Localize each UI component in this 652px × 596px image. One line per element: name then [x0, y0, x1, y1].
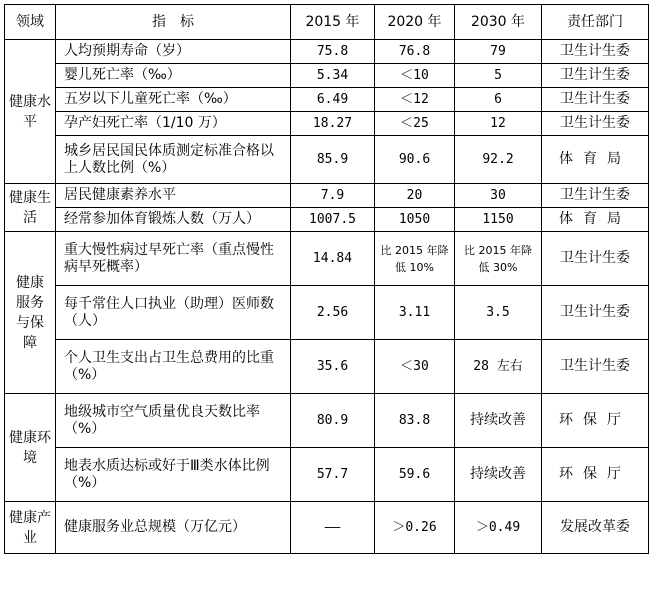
header-2030: 2030 年: [455, 5, 542, 40]
dept-cell: 卫生计生委: [542, 286, 649, 340]
value-2015: 6.49: [291, 88, 375, 112]
indicator-cell: 个人卫生支出占卫生总费用的比重（%）: [56, 340, 291, 394]
table-row: [5, 136, 649, 184]
value-2015: 80.9: [291, 394, 375, 448]
table-row: [5, 286, 649, 340]
value-2030: ＞0.49: [455, 502, 542, 554]
header-domain: 领域: [5, 5, 56, 40]
indicator-cell: 婴儿死亡率（‰）: [56, 64, 291, 88]
table-row: [5, 502, 649, 554]
dept-cell: 卫生计生委: [542, 40, 649, 64]
value-2015: ——: [291, 502, 375, 554]
indicator-cell: 健康服务业总规模（万亿元）: [56, 502, 291, 554]
dept-cell: 卫生计生委: [542, 64, 649, 88]
value-2030: 1150: [455, 208, 542, 232]
header-2015: 2015 年: [291, 5, 375, 40]
indicator-cell: 城乡居民国民体质测定标准合格以上人数比例（%）: [56, 136, 291, 184]
indicator-cell: 人均预期寿命（岁）: [56, 40, 291, 64]
domain-health-level: 健康水平: [5, 40, 56, 184]
value-2020: 90.6: [375, 136, 455, 184]
table-row: [5, 40, 649, 64]
domain-health-services: [5, 232, 56, 394]
dept-cell: 卫生计生委: [542, 88, 649, 112]
value-2020: ＜10: [375, 64, 455, 88]
value-2020: 83.8: [375, 394, 455, 448]
indicator-cell: 五岁以下儿童死亡率（‰）: [56, 88, 291, 112]
value-2030: 3.5: [455, 286, 542, 340]
value-2015: 5.34: [291, 64, 375, 88]
value-2015: 35.6: [291, 340, 375, 394]
dept-cell: 环保厅: [542, 394, 649, 448]
header-dept: 责任部门: [542, 5, 649, 40]
dept-cell: 卫生计生委: [542, 184, 649, 208]
indicator-cell: 孕产妇死亡率（1/10 万）: [56, 112, 291, 136]
domain-health-industry: 健康产业: [5, 502, 56, 554]
table-row: [5, 88, 649, 112]
value-2030: 持续改善: [455, 394, 542, 448]
value-2020: 3.11: [375, 286, 455, 340]
dept-cell: 环保厅: [542, 448, 649, 502]
dept-cell: 卫生计生委: [542, 340, 649, 394]
value-2030: 5: [455, 64, 542, 88]
dept-cell: 体育局: [542, 136, 649, 184]
value-2030: 30: [455, 184, 542, 208]
header-2020: 2020 年: [375, 5, 455, 40]
value-2015: 85.9: [291, 136, 375, 184]
header-indicator: 指 标: [56, 5, 291, 40]
health-indicators-table: [4, 4, 649, 554]
indicator-cell: 重大慢性病过早死亡率（重点慢性病早死概率）: [56, 232, 291, 286]
dept-cell: 发展改革委: [542, 502, 649, 554]
table-row: [5, 340, 649, 394]
table-row: [5, 448, 649, 502]
indicator-cell: 地表水质达标或好于Ⅲ类水体比例（%）: [56, 448, 291, 502]
table-row: [5, 64, 649, 88]
value-2015: 7.9: [291, 184, 375, 208]
value-2030: 6: [455, 88, 542, 112]
value-2020: ＜30: [375, 340, 455, 394]
value-2020: 1050: [375, 208, 455, 232]
indicator-cell: 经常参加体育锻炼人数（万人）: [56, 208, 291, 232]
value-2020: ＞0.26: [375, 502, 455, 554]
header-row: [5, 5, 649, 40]
value-2030: 12: [455, 112, 542, 136]
table-row: [5, 208, 649, 232]
domain-label: 健康服务与保障: [16, 274, 44, 351]
value-2015: 18.27: [291, 112, 375, 136]
value-2020: 20: [375, 184, 455, 208]
value-2030: 92.2: [455, 136, 542, 184]
value-2020: ＜25: [375, 112, 455, 136]
dept-cell: 卫生计生委: [542, 112, 649, 136]
value-2030: 79: [455, 40, 542, 64]
table-row: [5, 184, 649, 208]
domain-healthy-living: 健康生活: [5, 184, 56, 232]
table-row: [5, 232, 649, 286]
table-row: [5, 112, 649, 136]
value-2030: 28 左右: [455, 340, 542, 394]
dept-cell: 卫生计生委: [542, 232, 649, 286]
value-2020: ＜12: [375, 88, 455, 112]
value-2020: 76.8: [375, 40, 455, 64]
value-2015: 1007.5: [291, 208, 375, 232]
value-2015: 14.84: [291, 232, 375, 286]
value-2015: 57.7: [291, 448, 375, 502]
value-2020: 59.6: [375, 448, 455, 502]
indicator-cell: 每千常住人口执业（助理）医师数（人）: [56, 286, 291, 340]
indicator-cell: 地级城市空气质量优良天数比率（%）: [56, 394, 291, 448]
value-2030: 比 2015 年降低 30%: [455, 232, 542, 286]
dept-cell: 体育局: [542, 208, 649, 232]
value-2015: 2.56: [291, 286, 375, 340]
value-2020: 比 2015 年降低 10%: [375, 232, 455, 286]
table-row: [5, 394, 649, 448]
indicator-cell: 居民健康素养水平: [56, 184, 291, 208]
domain-health-environment: 健康环境: [5, 394, 56, 502]
value-2030: 持续改善: [455, 448, 542, 502]
value-2015: 75.8: [291, 40, 375, 64]
